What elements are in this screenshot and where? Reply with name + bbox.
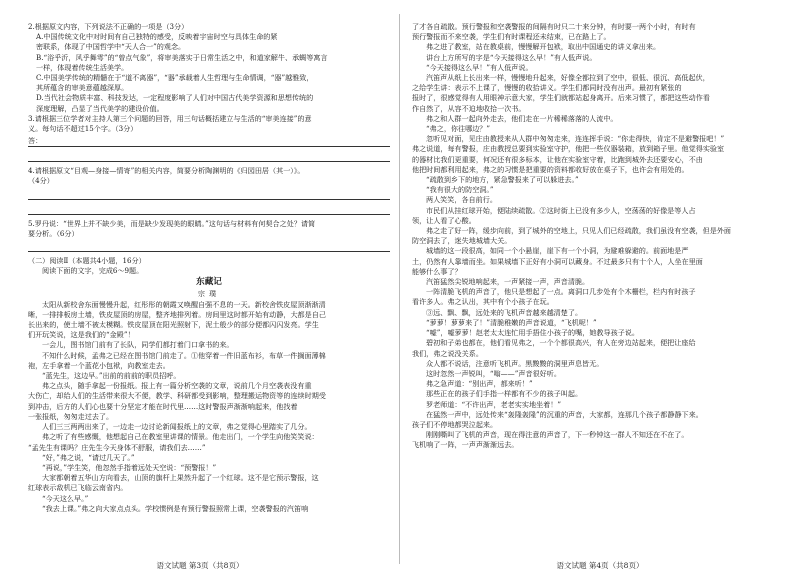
text-line: 我们，弗之说没关系。 bbox=[412, 348, 483, 358]
text-line: 人们三三两两出来了，一边走一边讨论新闻报纸上的文章，弗之觉得心里踏实了几分。 bbox=[42, 422, 312, 432]
answer-line-q4-2 bbox=[28, 204, 390, 215]
text-line: “今天这么早。” bbox=[42, 493, 89, 503]
text-line: 市民们从挂红球开始，便陆续疏散。②这时街上已没有多少人，空荡荡的好像是等人占 bbox=[426, 205, 696, 215]
text-line: 能够什么事了？ bbox=[412, 266, 462, 276]
page-footer-left: 语文试题 第3页（共8页） bbox=[156, 561, 244, 570]
text-line: 他把时间都利用起来，弗之的习惯是把重要的资料都收好放在桌子下，也许会有用处的。 bbox=[412, 164, 689, 174]
text-line: （4分） bbox=[28, 176, 54, 186]
text-line: 弗之点头，随手拿起一份报纸。报上有一篇分析空袭的文章，说前几个月空袭表没有重 bbox=[42, 381, 312, 391]
text-line: 不知什么时候，孟弗之已经在图书馆门前走了。①他穿着一件旧蓝布衫，布草一件搁面薄棉 bbox=[42, 350, 326, 360]
text-line: 4.请根据原文“目观—身接—情寄”的相关内容，简要分析陶渊明的《归园田居（其一）》。 bbox=[28, 166, 305, 176]
text-line: 们开玩笑说，这是我们的“金殿”！ bbox=[28, 330, 135, 340]
text-line: 讲台上方所写的字是“今天接得这么早！”有人低声说。 bbox=[426, 52, 597, 62]
text-line: “再说，”学生笑，他忽然手指着远处天空说：“预警报！” bbox=[42, 462, 217, 472]
text-line: B.“浴乎沂，风乎舞雩”的“曾点气象”，将审美落实于日常生活之中，和道家解牛、承蜩等寓言 bbox=[36, 52, 328, 62]
text-line: 其所蕴含的审美意蕴越深厚。 bbox=[36, 83, 129, 93]
answer-line-q5-1 bbox=[28, 241, 390, 252]
text-line: “今天接得这么早！”有人低声说。 bbox=[426, 62, 533, 72]
answer-line-q3-2 bbox=[28, 151, 390, 162]
text-line: 太阳从新校舍东面慢慢升起，红彤彤的朝霞又唤醒自强不息的一天。新校舍铁皮屋顶渐渐清 bbox=[42, 299, 326, 309]
text-line: 城墙的这一段很高，如同一个小悬崖，崖下有一个小洞，为避难躲避的。前面地是严 bbox=[426, 246, 689, 256]
text-line: 一阵清脆飞机的声音了，他只是想起了一点。离洞口几步处有个木栅栏，栏内有时孩子 bbox=[426, 287, 696, 297]
text-line: 弗之进了教室，站在教桌前，慢慢解开包袱，取出中国通史的讲义拿出来。 bbox=[426, 42, 661, 52]
text-line: 这时忽然一声锐叫，“嗡——”声音很好听。 bbox=[426, 368, 561, 378]
text-line: 报时了，很感觉得有人用眼神示意大家，学生们就都站起身离开。后来习惯了，都把这些动作看 bbox=[412, 93, 710, 103]
story-title: 东藏记 bbox=[196, 277, 222, 288]
section-instruction: 阅读下面的文字，完成6～9题。 bbox=[42, 266, 144, 276]
text-line: 那些正在的孩子们手指一样都有不少的孩子叫起。 bbox=[426, 389, 583, 399]
section-heading: （二）阅读Ⅱ（本题共4小题，16分） bbox=[28, 256, 146, 266]
text-line: 碧初和子弟也都在，他们看见弗之，一个个都很高兴，有人在旁边站起来，便把让座给 bbox=[426, 338, 696, 348]
page-footer-right: 语文试题 第4页（共8页） bbox=[556, 561, 644, 570]
text-line: 众人都不说话，注意听飞机声。黑黢黢的洞里声息皆无。 bbox=[426, 358, 604, 368]
text-line: 袍，左手拿着一个蓝花小包袱，向教室走去。 bbox=[28, 360, 170, 370]
text-line: 深度理解，凸显了当代美学的建设价值。 bbox=[36, 103, 164, 113]
text-line: “好，”弗之说，“请过几天了。” bbox=[42, 452, 135, 462]
answer-line-q3-1: 答： bbox=[28, 136, 390, 147]
text-line: 弗之急声道：“别出声，都来听！” bbox=[426, 379, 533, 389]
text-line: “蓝先生，这边早。”出前的前前的职员招呼。 bbox=[42, 371, 181, 381]
text-line: 了才各自疏散。预行警报和空袭警报的间隔有时只二十来分钟，有时要一两个小时，有时有 bbox=[412, 22, 696, 31]
text-line: 到冲击，后方的人们心也要十分坚定才能在时代里……这时警报声渐渐响起来，他找着 bbox=[28, 401, 298, 411]
text-line: 飞机响了一阵，一声声渐渐远去。 bbox=[412, 440, 519, 450]
story-body-right bbox=[412, 22, 782, 451]
text-line: 汽笛声从纸上长出来一样，慢慢地升起来，好像全都拉到了空中，很低、很沉、高低起伏， bbox=[426, 73, 710, 83]
text-line: 一会儿，图书馆门前有了长队，同学们都打着门口拿书的来。 bbox=[42, 340, 234, 350]
text-line: 看许多人。弗之认出，其中有个小孩子在玩。 bbox=[412, 297, 554, 307]
text-line: 在猛然一声中，远处传来“轰隆轰隆”的沉重的声音，大家都，连那几个孩子都静静下来。 bbox=[426, 409, 703, 419]
text-line: 长出来的，使土墙不被太模糊。铁皮屋顶在阳光照射下，泥土般少的部分便都闪闪发亮。学生 bbox=[28, 320, 319, 330]
text-line: 弗之和人群一起向外走去，他们走在一片稀稀落落的人流中。 bbox=[426, 113, 618, 123]
text-line: 晰，一排排板房土墙，铁皮屋顶的房屋，整齐地排列着。房间里这时都开始有动静，大都是自己 bbox=[28, 309, 326, 319]
text-line: 忽听见对面，见庄由教授来从人群中匆匆走来，连连挥手说：“你走得快，肯定不是避警报吧！” bbox=[426, 134, 725, 144]
text-line: 孩子们不停地都哭泣起来。 bbox=[412, 419, 498, 429]
text-line: 义。每句话不超过15个字。（3分） bbox=[28, 124, 138, 134]
text-line: 2.根据原文内容，下列说法不正确的一项是（3分） bbox=[28, 22, 189, 31]
text-line: 大伤亡，却给人们的生活带来很大不便，教学、科研都受到影响，整理搬运物资等的连续时期受 bbox=[28, 391, 326, 401]
text-line: 汽笛猛然尖锐地响起来，一声紧接一声，声音清脆。 bbox=[426, 277, 590, 287]
text-line: 大家都朝着五华山方向看去，山顶的旗杆上果然升起了一个红球。这不是它预示警报，这 bbox=[42, 473, 319, 483]
story-author: 宗璞 bbox=[197, 289, 221, 299]
text-line: 红球表示敌机已飞临云南省内。 bbox=[28, 483, 128, 493]
text-line: “我去上课。”弗之向大家点点头。学校惯例是有预行警报照常上课，空袭警报的汽笛响 bbox=[42, 503, 309, 513]
text-line: 土，仍然有人靠墙而坐。如果城墙下正好有小洞可以藏身。不过最多只有十个人，人坐在里面 bbox=[412, 256, 703, 266]
text-line: “孟先生有课吗？庄先生今天身体不舒服，请我们去……” bbox=[28, 442, 206, 452]
question-4 bbox=[28, 166, 390, 186]
answer-line-q4-1 bbox=[28, 189, 390, 200]
text-line: A.中国传统文化中对时间有自己独特的感受，反映着宇宙时空与具体生命的紧 bbox=[36, 32, 278, 42]
text-line: D.当代社会物质丰富、科技发达，一定程度影响了人们对中国古代美学资源和思想传统的 bbox=[36, 93, 314, 103]
text-line: 弗之走了好一阵，缓步向前，到了城外的空地上，只见人们已经疏散，我们虽没有空袭，但是外面 bbox=[426, 226, 732, 236]
text-line: 作自然了，从容不迫地收拾一次书。 bbox=[412, 103, 526, 113]
text-line: “弗之，你往哪边？” bbox=[426, 124, 491, 134]
question-2 bbox=[28, 22, 390, 134]
text-line: 一张报纸，匆匆走过去了。 bbox=[28, 411, 114, 421]
text-line: 5.罗丹说：“世界上并不缺少美，而是缺少发现美的眼睛。”这句话与材料有何契合之处？请简 bbox=[28, 218, 316, 228]
text-line: 罗老师道：“不许出声，老老实实地坐着！” bbox=[426, 399, 561, 409]
text-line: 预行警报而不来空袭，学生们有时课程还未结束，已在路上了。 bbox=[412, 32, 611, 42]
text-line: ③远、飘、飘，远处来的飞机声音越来越清楚了。 bbox=[426, 307, 583, 317]
text-line: 弗之听了有些感慨，他想起自己在教室里讲课的情景。他走出门，一个学生向他笑笑说： bbox=[42, 432, 319, 442]
text-line: “嘘”，嘘萝萝！赵老太太连忙用手捂住小孩子的嘴，她教导孩子说。 bbox=[426, 328, 639, 338]
question-5 bbox=[28, 219, 390, 239]
text-line: C.中国美学传统的精髓在于“道不离器”，“器”承载着人生哲理与生命情调，“器”越雅致， bbox=[36, 73, 314, 83]
story-body-left bbox=[28, 300, 390, 514]
text-line: 密联系，体现了中国哲学中“天人合一”的观念。 bbox=[36, 42, 186, 52]
text-line: 两人笑笑，各自前行。 bbox=[426, 195, 497, 205]
text-line: “疏散到乡下的地方，紧急警报来了可以躲进去。” bbox=[426, 175, 579, 185]
text-line: 刚刚嘶叫了飞机的声音，现在得注意的声音了，下一秒钟这一群人不知还在不在了。 bbox=[426, 430, 689, 440]
text-line: “萝萝！萝萝来了！”清脆稚嫩的声音说道，“飞机呢！” bbox=[426, 317, 597, 327]
text-line: 领，让人看了心酸。 bbox=[412, 215, 476, 225]
text-line: 3.请根据三位学者对主持人第三个问题的回答，用三句话概括建立与生活的“审美连接”的意 bbox=[28, 113, 312, 123]
text-line: 弗之说道，每有警报，庄由教授总要到实验室守护，他把一些仪器装箱，放到箱子里。他觉得实验室 bbox=[412, 144, 725, 154]
text-line: “我有很大的防空洞。” bbox=[426, 185, 494, 195]
text-line: 的器材比我们更重要，何况还有很多标本，让他在实验室守着，比跑到城外去还要安心，不由 bbox=[412, 154, 703, 164]
text-line: 要分析。（6分） bbox=[28, 228, 79, 238]
text-line: 之给学生讲：表示不上课了，慢慢的收拾讲义。学生们都同时没有出声。最初有紧张的 bbox=[412, 83, 682, 93]
page-right bbox=[400, 0, 800, 579]
text-line: 防空洞去了，迷失地城墙大关。 bbox=[412, 236, 512, 246]
text-line: 一样，体现着传统生活美学。 bbox=[36, 62, 129, 72]
